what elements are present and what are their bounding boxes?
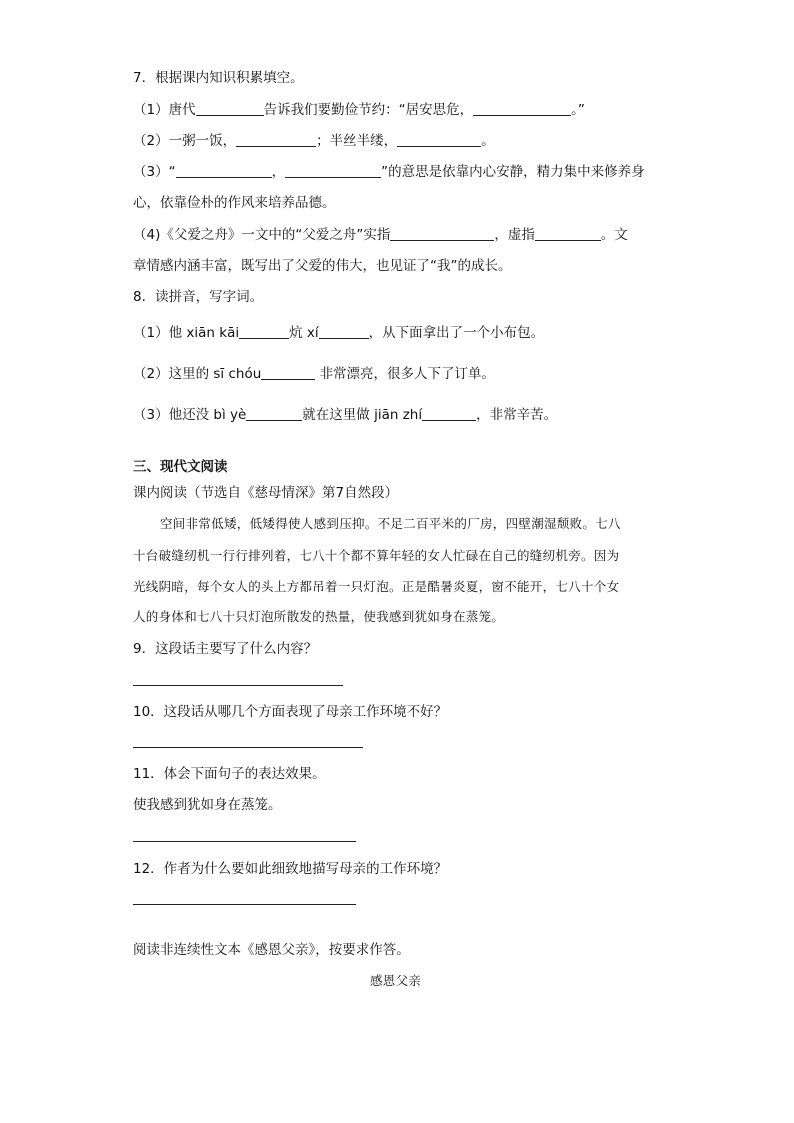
q12-title: 12．作者为什么要如此细致地描写母亲的工作环境？ [133,861,448,877]
q8-1-text-c: ，从下面拿出了一个小布包。 [368,325,545,341]
passage-line-1: 空间非常低矮，低矮得使人感到压抑。不足二百平米的厂房，四壁潮湿颓败。七八 [160,516,621,531]
q7-item-1 [133,100,585,120]
section-heading: 三、现代文阅读 [133,459,228,475]
q8-3-pinyin-a: bì yè [213,407,247,423]
q11-title: 11．体会下面句子的表达效果。 [133,766,326,782]
q7-item-3 [133,162,645,182]
q7-title: 7．根据课内知识积累填空。 [133,70,304,86]
q7-2-text-a: （2）一粥一饭， [133,133,237,149]
q7-1-text-a: （1）唐代 [133,102,196,118]
q7-4-text-b: ，虚指 [494,227,535,243]
q7-3-blank-b[interactable] [285,163,381,178]
q7-2-text-c: 。 [481,133,495,149]
q7-3-blank-a[interactable] [176,163,272,178]
q7-4-text-c: 。文 [600,227,628,243]
q8-1-text-b: 炕 [289,325,307,341]
q11-sentence: 使我感到犹如身在蒸笼。 [133,797,282,813]
q8-2-blank-a[interactable] [261,365,315,380]
q10-title: 10．这段话从哪几个方面表现了母亲工作环境不好？ [133,704,448,720]
q7-1-text-c: 。” [571,102,585,118]
q8-3-pinyin-b: jiān zhí [374,407,423,423]
q8-3-blank-a[interactable] [246,406,302,421]
q12-answer-line[interactable] [133,904,356,905]
q8-1-blank-b[interactable] [319,324,369,339]
q8-title: 8．读拼音，写字词。 [133,289,264,305]
q7-1-blank-a[interactable] [196,101,264,116]
q8-1-pinyin-a: xiān kāi [186,325,240,341]
q8-3-text-a: （3）他还没 [133,407,214,423]
reading2-title: 感恩父亲 [370,973,422,988]
q7-item-2 [133,131,495,151]
q7-4-text-a: （4)《父爱之舟》一文中的“父爱之舟”实指 [133,227,391,243]
q10-answer-line[interactable] [133,747,363,748]
q8-2-pinyin-a: sī chóu [213,366,262,382]
q8-1-text-a: （1）他 [133,325,187,341]
q8-3-blank-b[interactable] [422,406,476,421]
q8-item-3 [133,405,557,425]
q7-4-blank-a[interactable] [390,226,494,241]
q8-3-text-c: ，非常辛苦。 [476,407,558,423]
q7-3-text-a: （3）“ [133,164,176,180]
q7-2-text-b: ；半丝半缕， [316,133,398,149]
reading-intro: 课内阅读（节选自《慈母情深》第7自然段） [133,485,399,501]
q7-item-4 [133,225,628,245]
reading2-intro: 阅读非连续性文本《感恩父亲》，按要求作答。 [133,942,410,958]
q7-item-3-cont: 心，依靠俭朴的作风来培养品德。 [133,195,336,211]
q7-item-4-cont: 章情感内涵丰富，既写出了父爱的伟大，也见证了“我”的成长。 [133,258,512,274]
q8-1-pinyin-b: xí [306,325,319,341]
q8-item-2 [133,364,495,384]
q8-1-blank-a[interactable] [239,324,289,339]
q11-answer-line[interactable] [133,841,356,842]
q7-3-text-c: ”的意思是依靠内心安静，精力集中来修养身 [381,164,645,180]
q7-2-blank-a[interactable] [236,132,316,147]
q7-1-blank-b[interactable] [473,101,571,116]
q7-3-text-b: ， [271,164,286,180]
passage-line-4: 人的身体和七八十只灯泡所散发的热量，使我感到犹如身在蒸笼。 [133,609,505,624]
q8-2-text-a: （2）这里的 [133,366,214,382]
q7-1-text-b: 告诉我们要勤俭节约：“居安思危， [263,102,474,118]
q7-4-blank-b[interactable] [535,226,601,241]
q8-2-text-b: 非常漂亮，很多人下了订单。 [315,366,496,382]
q9-title: 9．这段话主要写了什么内容？ [133,641,318,657]
q7-2-blank-b[interactable] [397,132,481,147]
q9-answer-line[interactable] [133,685,343,686]
q8-item-1 [133,323,544,343]
passage-line-3: 光线阴暗，每个女人的头上方都吊着一只灯泡。正是酷暑炎夏，窗不能开，七八十个女 [133,579,620,594]
q8-3-text-b: 就在这里做 [302,407,375,423]
passage-line-2: 十台破缝纫机一行行排列着，七八十个都不算年轻的女人忙碌在自己的缝纫机旁。因为 [133,548,620,563]
